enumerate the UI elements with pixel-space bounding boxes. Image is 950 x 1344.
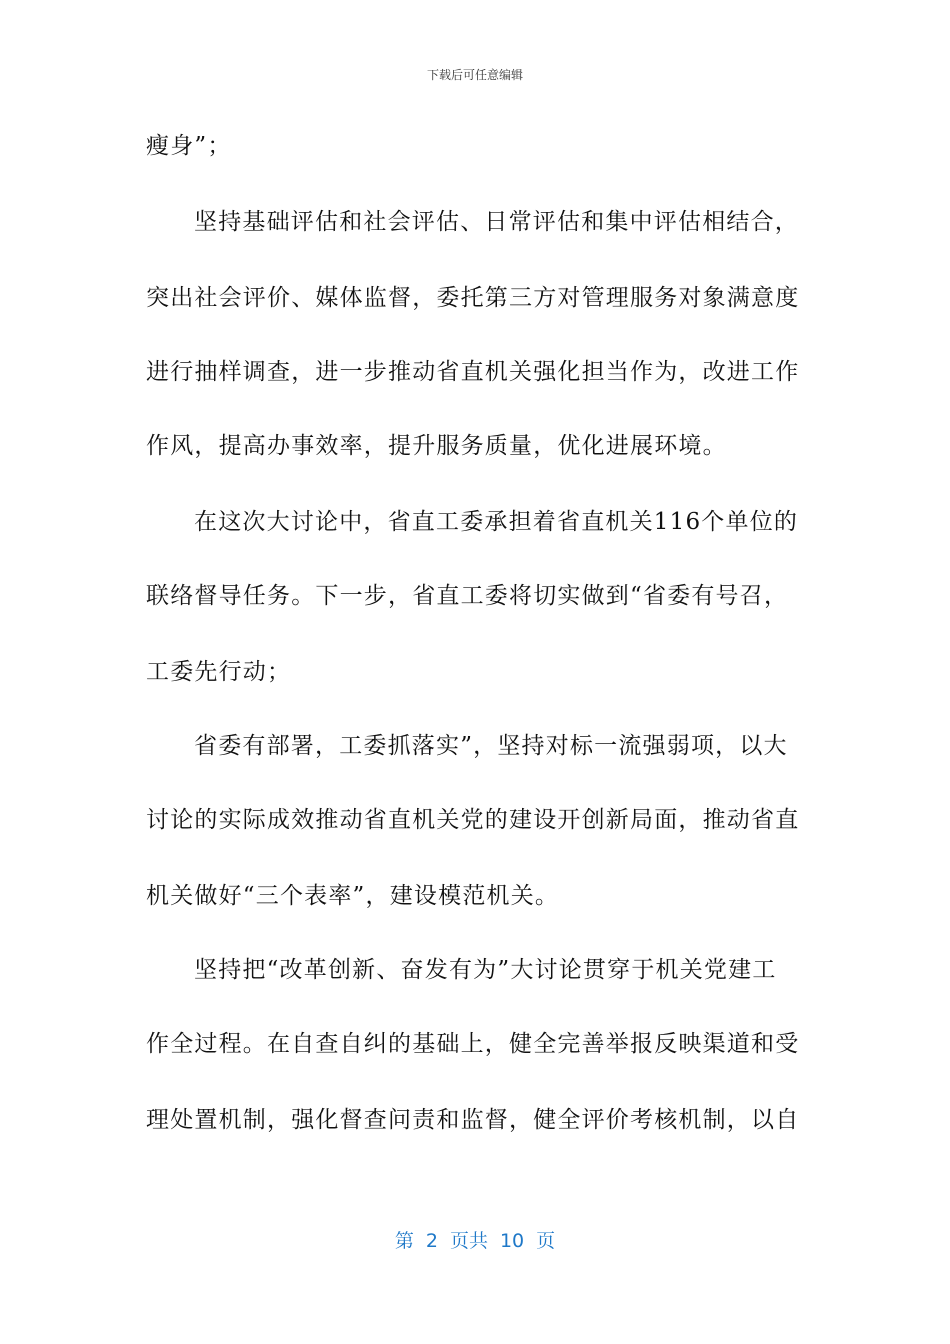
text-line: 作风，提高办事效率，提升服务质量，优化进展环境。	[146, 433, 727, 459]
text-line: 作全过程。在自查自纠的基础上，健全完善举报反映渠道和受	[146, 1031, 800, 1057]
text-line: 进行抽样调查，进一步推动省直机关强化担当作为，改进工作	[146, 359, 800, 385]
text-line: 瘦身”；	[146, 133, 232, 159]
text-line: 机关做好“三个表率”，建设模范机关。	[146, 883, 560, 909]
paragraph-start-line: 坚持把“改革创新、奋发有为”大讨论贯穿于机关党建工	[194, 957, 777, 983]
current-page-number: 2	[425, 1230, 438, 1252]
text-line: 理处置机制，强化督查问责和监督，健全评价考核机制，以自	[146, 1107, 800, 1133]
paragraph-start-line: 在这次大讨论中，省直工委承担着省直机关116个单位的	[194, 509, 799, 535]
text-line: 突出社会评价、媒体监督，委托第三方对管理服务对象满意度	[146, 285, 800, 311]
page-header: 下载后可任意编辑	[426, 68, 523, 82]
paragraph-start-line: 省委有部署，工委抓落实”，坚持对标一流强弱项，以大	[194, 733, 788, 759]
page-footer	[0, 1226, 950, 1253]
text-line: 工委先行动；	[146, 659, 292, 685]
text-line: 讨论的实际成效推动省直机关党的建设开创新局面，推动省直	[146, 807, 800, 833]
total-pages-number: 10	[499, 1230, 525, 1252]
footer-middle: 页共	[449, 1230, 488, 1252]
text-line: 联络督导任务。下一步，省直工委将切实做到“省委有号召，	[146, 583, 789, 609]
footer-suffix: 页	[536, 1230, 556, 1252]
footer-prefix: 第	[394, 1230, 414, 1252]
paragraph-start-line: 坚持基础评估和社会评估、日常评估和集中评估相结合，	[194, 209, 799, 235]
